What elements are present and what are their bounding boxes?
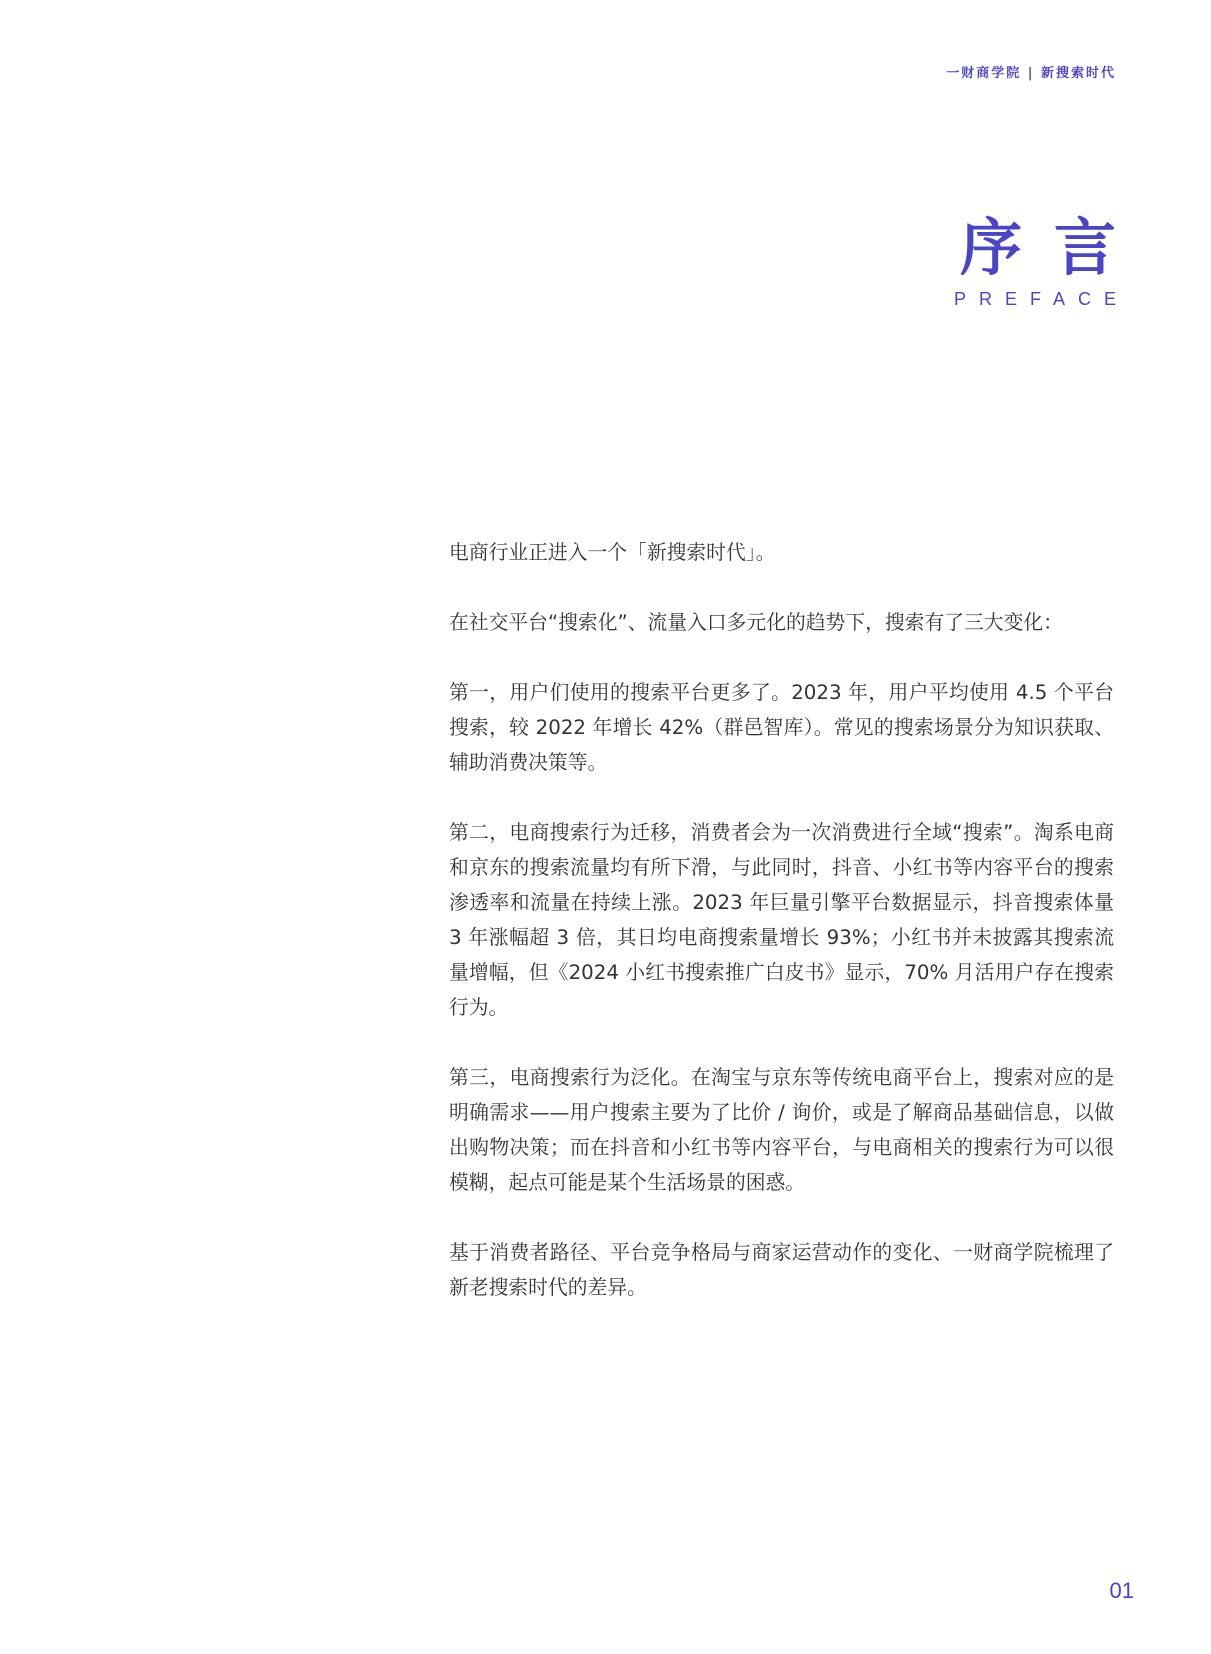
section-title-block bbox=[953, 211, 1148, 310]
preface-body bbox=[449, 535, 1114, 1340]
paragraph-first-change: 第一，用户们使用的搜索平台更多了。2023 年，用户平均使用 4.5 个平台搜索，较 2022 年增长 42%（群邑智库）。常见的搜索场景分为知识获取、辅助消费决策等。 bbox=[449, 681, 1114, 774]
paragraph-second-change: 第二，电商搜索行为迁移，消费者会为一次消费进行全域“搜索”。淘系电商和京东的搜索流量均有所下滑，与此同时，抖音、小红书等内容平台的搜索渗透率和流量在持续上涨。2023 年巨量引擎平台数据显示，抖音搜索体量 3 年涨幅超 3 倍，其日均电商搜索量增长 93%；小红书并未披露其搜索流量增幅，但《2024 小红书搜索推广白皮书》显示，70% 月活用户存在搜索行为。 bbox=[449, 821, 1114, 1019]
paragraph-conclusion: 基于消费者路径、平台竞争格局与商家运营动作的变化、一财商学院梳理了新老搜索时代的差异。 bbox=[449, 1241, 1114, 1299]
paragraph-intro: 电商行业正进入一个「新搜索时代」。 bbox=[449, 541, 776, 564]
paragraph-trend: 在社交平台“搜索化”、流量入口多元化的趋势下，搜索有了三大变化： bbox=[449, 611, 1063, 634]
paragraph-third-change: 第三，电商搜索行为泛化。在淘宝与京东等传统电商平台上，搜索对应的是明确需求——用户搜索主要为了比价 / 询价，或是了解商品基础信息，以做出购物决策；而在抖音和小红书等内容平台，与电商相关的搜索行为可以很模糊，起点可能是某个生活场景的困惑。 bbox=[449, 1066, 1114, 1194]
running-header: 一财商学院 | 新搜索时代 bbox=[946, 66, 1116, 81]
section-title-chinese: 序言 bbox=[959, 211, 1148, 284]
page-number: 01 bbox=[1109, 1578, 1134, 1603]
section-title-english: PREFACE bbox=[953, 289, 1129, 309]
